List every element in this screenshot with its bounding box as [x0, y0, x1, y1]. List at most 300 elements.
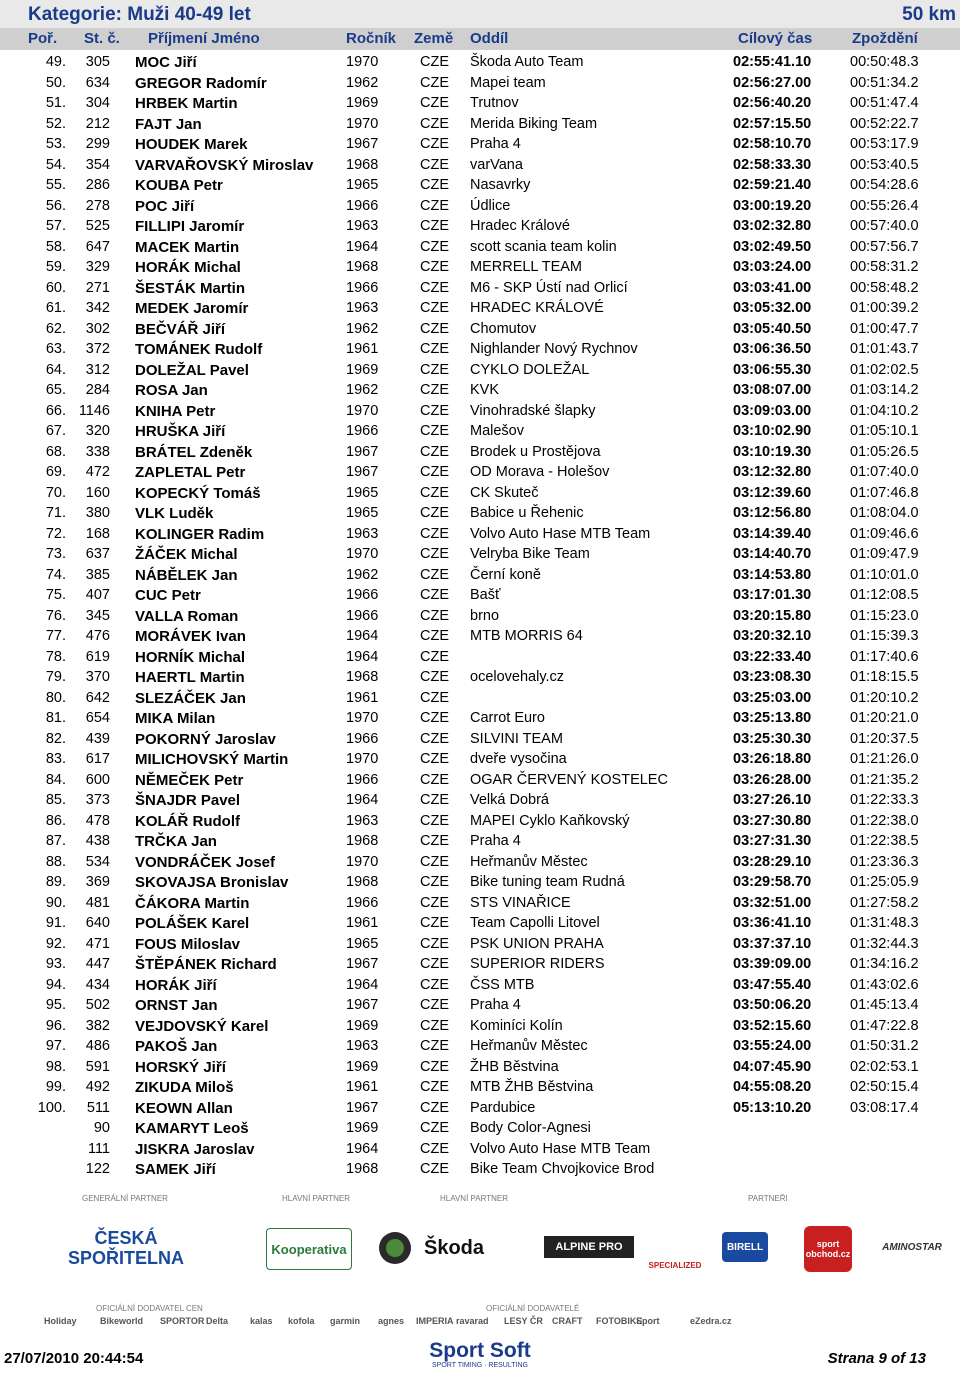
cell-delay: 01:20:10.2 [850, 689, 919, 706]
cell-st: 600 [85, 771, 110, 788]
table-row [0, 1077, 960, 1098]
cell-st: 320 [85, 423, 110, 439]
cell-club: brno [470, 607, 500, 624]
cell-st: 372 [85, 341, 110, 357]
table-row [0, 565, 960, 586]
cell-country: CZE [420, 853, 449, 870]
cell-country: CZE [420, 525, 449, 542]
cell-rank: 61. [45, 300, 66, 316]
table-row [0, 503, 960, 524]
cell-year: 1969 [346, 95, 379, 111]
cell-name: ŠESTÁK Martin [135, 279, 246, 297]
kooperativa-logo: Kooperativa [266, 1228, 352, 1270]
cell-club: Volvo Auto Hase MTB Team [470, 525, 651, 542]
cell-name: MIKA Milan [135, 710, 216, 727]
cell-delay: 01:22:38.0 [850, 812, 919, 829]
cell-year: 1968 [346, 874, 379, 890]
cell-club: Vinohradské šlapky [470, 402, 596, 419]
cell-time: 03:27:31.30 [733, 833, 812, 849]
cell-delay: 01:15:39.3 [850, 628, 919, 644]
column-header-row [0, 28, 960, 50]
cell-club: Hradec Králové [470, 218, 570, 234]
cell-country: CZE [420, 382, 449, 398]
cell-st: 284 [85, 382, 110, 398]
cell-year: 1966 [346, 587, 379, 603]
cell-name: CUC Petr [135, 587, 201, 604]
table-row [0, 585, 960, 606]
cell-country: CZE [420, 833, 449, 849]
table-row [0, 134, 960, 155]
col-finish-time: Cílový čas [738, 30, 813, 47]
cell-country: CZE [420, 1079, 449, 1095]
table-row [0, 995, 960, 1016]
cell-country: CZE [420, 1038, 449, 1054]
cell-rank: 70. [45, 484, 66, 501]
cell-delay: 01:45:13.4 [850, 997, 919, 1013]
cell-rank: 86. [45, 812, 66, 829]
cell-club: Údlice [470, 197, 511, 214]
cell-time: 03:27:30.80 [733, 812, 812, 829]
sportsoft-brand: Sport Soft [429, 1339, 531, 1362]
cell-club: ŽHB Běstvina [470, 1058, 559, 1075]
table-row [0, 442, 960, 463]
cell-country: CZE [420, 710, 449, 726]
cell-country: CZE [420, 689, 449, 706]
table-row [0, 852, 960, 873]
small-sponsor-logo: kofola [288, 1316, 315, 1326]
table-row [0, 647, 960, 668]
cell-name: POKORNÝ Jaroslav [135, 730, 276, 748]
cell-st: 302 [85, 320, 110, 337]
table-row [0, 893, 960, 914]
col-year: Ročník [346, 30, 397, 47]
cell-club: SUPERIOR RIDERS [470, 956, 605, 972]
cell-time: 03:37:37.10 [733, 935, 812, 952]
cell-time: 03:02:32.80 [733, 218, 812, 234]
table-row [0, 339, 960, 360]
cell-rank: 91. [45, 915, 66, 931]
small-sponsor-logo: ravarad [456, 1316, 489, 1326]
cell-club: CK Skuteč [470, 484, 539, 501]
table-row [0, 483, 960, 504]
birell-logo: BIRELL [722, 1232, 768, 1262]
cell-country: CZE [420, 812, 449, 829]
table-row [0, 729, 960, 750]
cell-club: dveře vysočina [470, 751, 567, 767]
cell-country: CZE [420, 320, 449, 337]
cell-club: Kominíci Kolín [470, 1017, 563, 1034]
cell-name: KOUBA Petr [135, 177, 223, 194]
table-row [0, 73, 960, 94]
cell-st: 338 [85, 443, 110, 460]
cell-name: ZIKUDA Miloš [135, 1079, 234, 1096]
cell-name: KNIHA Petr [135, 402, 216, 420]
cell-delay: 00:52:22.7 [850, 115, 919, 132]
cell-st: 271 [85, 279, 110, 296]
cell-rank: 51. [45, 95, 66, 111]
cell-delay: 01:00:39.2 [850, 300, 919, 316]
cell-delay: 00:57:56.7 [850, 238, 919, 255]
cell-delay: 00:50:48.3 [850, 54, 919, 70]
cell-name: SLEZÁČEK Jan [135, 689, 246, 707]
table-row [0, 667, 960, 688]
cell-club: Carrot Euro [470, 710, 545, 726]
cell-club: scott scania team kolin [470, 238, 617, 255]
cell-time: 03:12:39.60 [733, 484, 812, 501]
cell-country: CZE [420, 54, 449, 70]
cell-st: 168 [85, 525, 110, 542]
cell-year: 1970 [346, 115, 379, 132]
cell-rank: 73. [45, 546, 66, 562]
cell-delay: 01:02:02.5 [850, 361, 919, 378]
cell-st: 111 [87, 1140, 110, 1157]
cell-st: 478 [85, 812, 110, 829]
cell-rank: 53. [45, 136, 66, 152]
cell-country: CZE [420, 95, 449, 111]
cell-st: 329 [85, 259, 110, 275]
table-row [0, 1098, 960, 1119]
cell-st: 380 [85, 505, 110, 521]
cell-country: CZE [420, 259, 449, 275]
cell-country: CZE [420, 464, 449, 480]
cell-club: Praha 4 [470, 997, 521, 1013]
cell-rank: 52. [45, 115, 66, 132]
sportsoft-tagline: SPORT TIMING · RESULTING [432, 1362, 528, 1369]
col-name: Příjmení Jméno [148, 30, 260, 47]
cell-club: varVana [470, 156, 523, 173]
cell-st: 439 [85, 730, 110, 747]
cell-st: 1146 [78, 402, 110, 419]
cell-rank: 66. [45, 402, 66, 419]
cell-time: 03:06:36.50 [733, 341, 812, 357]
cell-time: 02:58:10.70 [733, 136, 812, 152]
cell-rank: 54. [45, 156, 66, 173]
cell-club: MERRELL TEAM [470, 259, 582, 275]
cell-rank: 50. [45, 74, 66, 91]
cell-country: CZE [420, 1017, 449, 1034]
table-row [0, 421, 960, 442]
cell-delay: 01:08:04.0 [850, 505, 919, 521]
cell-delay: 00:54:28.6 [850, 177, 919, 193]
small-sponsor-logo: Holiday [44, 1316, 77, 1326]
cell-rank: 98. [45, 1058, 66, 1075]
cell-country: CZE [420, 279, 449, 296]
cell-rank: 77. [45, 628, 66, 644]
cell-delay: 01:21:35.2 [850, 771, 919, 788]
cell-time: 03:06:55.30 [733, 361, 812, 378]
cell-rank: 49. [45, 54, 66, 70]
small-sponsor-logo: Bikeworld [100, 1316, 144, 1326]
cell-name: PAKOŠ Jan [135, 1038, 218, 1055]
cell-name: HORÁK Jiří [135, 976, 217, 994]
cell-club: Černí koně [470, 566, 541, 583]
cell-delay: 01:20:21.0 [850, 710, 919, 726]
table-row [0, 708, 960, 729]
cell-year: 1962 [346, 382, 379, 398]
cell-st: 382 [85, 1017, 110, 1034]
cell-st: 472 [85, 464, 110, 480]
cell-name: VLK Luděk [135, 505, 214, 522]
cell-delay: 01:17:40.6 [850, 648, 919, 665]
cell-country: CZE [420, 915, 449, 931]
table-row [0, 237, 960, 258]
cell-name: MORÁVEK Ivan [135, 628, 246, 645]
cell-club: Brodek u Prostějova [470, 443, 601, 460]
cell-time: 03:00:19.20 [733, 197, 812, 214]
cell-club: MTB MORRIS 64 [470, 628, 583, 644]
cell-country: CZE [420, 1140, 449, 1157]
cell-name: FILLIPI Jaromír [135, 218, 245, 235]
cell-country: CZE [420, 218, 449, 234]
cell-country: CZE [420, 361, 449, 378]
cell-year: 1967 [346, 956, 379, 972]
cell-year: 1961 [346, 915, 379, 931]
cell-name: DOLEŽAL Pavel [135, 361, 249, 379]
cell-time: 03:14:40.70 [733, 546, 812, 562]
cell-st: 370 [85, 669, 110, 685]
cell-year: 1963 [346, 218, 379, 234]
cell-country: CZE [420, 238, 449, 255]
table-row [0, 790, 960, 811]
table-row [0, 360, 960, 381]
cell-year: 1969 [346, 1120, 379, 1136]
cell-delay: 01:34:16.2 [850, 956, 919, 972]
cell-name: ROSA Jan [135, 382, 208, 399]
cell-club: Malešov [470, 423, 524, 439]
cell-time: 03:25:30.30 [733, 730, 812, 747]
cell-club: Velká Dobrá [470, 792, 549, 808]
sportsoft-logo [410, 1340, 550, 1374]
table-row [0, 688, 960, 709]
cell-rank: 95. [45, 997, 66, 1013]
small-sponsor-logo: Delta [206, 1316, 229, 1326]
cell-country: CZE [420, 402, 449, 419]
cell-name: HRBEK Martin [135, 95, 238, 112]
cell-rank: 83. [45, 751, 66, 767]
cell-st: 502 [85, 997, 110, 1013]
table-row [0, 524, 960, 545]
cell-country: CZE [420, 669, 449, 685]
cell-rank: 100. [37, 1099, 66, 1116]
cell-delay: 01:23:36.3 [850, 853, 919, 870]
cell-delay: 00:51:34.2 [850, 74, 919, 91]
cell-year: 1963 [346, 812, 379, 829]
cell-name: HORÁK Michal [135, 259, 241, 276]
cell-year: 1966 [346, 197, 379, 214]
cell-country: CZE [420, 74, 449, 91]
cell-st: 637 [85, 546, 110, 562]
cell-time: 02:55:41.10 [733, 54, 812, 70]
cell-year: 1966 [346, 607, 379, 624]
cell-delay: 01:05:26.5 [850, 443, 919, 460]
cell-st: 299 [85, 136, 110, 152]
print-timestamp: 27/07/2010 20:44:54 [4, 1350, 144, 1367]
cell-time: 03:10:19.30 [733, 443, 812, 460]
cell-name: VEJDOVSKÝ Karel [135, 1017, 269, 1035]
cell-country: CZE [420, 1161, 449, 1177]
cell-year: 1963 [346, 525, 379, 542]
table-row [0, 626, 960, 647]
logo-text: ČESKÁ SPOŘITELNA [67, 1228, 184, 1268]
cell-country: CZE [420, 300, 449, 316]
cell-time: 03:39:09.00 [733, 956, 812, 972]
cell-st: 304 [85, 95, 110, 111]
small-sponsor-logo: Sport [636, 1316, 660, 1326]
small-sponsor-logo: FOTOBIKE [596, 1316, 643, 1326]
cell-name: MOC Jiří [135, 54, 197, 71]
cell-year: 1967 [346, 464, 379, 480]
cell-st: 486 [85, 1038, 110, 1054]
cell-country: CZE [420, 136, 449, 152]
cell-club: Praha 4 [470, 833, 521, 849]
cell-year: 1970 [346, 402, 379, 419]
cell-st: 305 [85, 54, 110, 70]
cell-country: CZE [420, 566, 449, 583]
cell-time: 03:12:32.80 [733, 464, 812, 480]
cell-time: 03:26:28.00 [733, 771, 812, 788]
cell-st: 647 [85, 238, 110, 255]
cell-delay: 01:50:31.2 [850, 1038, 919, 1054]
cell-name: HOUDEK Marek [135, 136, 248, 153]
cell-year: 1962 [346, 74, 379, 91]
cell-name: ŽÁČEK Michal [135, 546, 238, 563]
cell-rank: 88. [45, 853, 66, 870]
table-row [0, 1057, 960, 1078]
cell-club: Nighlander Nový Rychnov [470, 341, 638, 357]
table-row [0, 52, 960, 73]
cell-st: 654 [85, 710, 110, 726]
cell-delay: 01:22:38.5 [850, 833, 919, 849]
table-row [0, 749, 960, 770]
cell-rank: 99. [45, 1079, 66, 1095]
cell-time: 03:26:18.80 [733, 751, 812, 767]
cell-delay: 01:18:15.5 [850, 669, 919, 685]
cell-club: Trutnov [470, 95, 519, 111]
ceska-sporitelna-logo [56, 1222, 196, 1274]
cell-country: CZE [420, 115, 449, 132]
table-row [0, 1036, 960, 1057]
cell-country: CZE [420, 792, 449, 808]
cell-club: Chomutov [470, 320, 537, 337]
cell-name: BEČVÁŘ Jiří [135, 320, 226, 338]
cell-time: 03:14:53.80 [733, 566, 812, 583]
cell-delay: 01:31:48.3 [850, 915, 919, 931]
cell-time: 03:17:01.30 [733, 587, 812, 603]
cell-country: CZE [420, 587, 449, 603]
cell-name: BRÁTEL Zdeněk [135, 443, 253, 461]
cell-delay: 01:09:46.6 [850, 525, 919, 542]
cell-delay: 01:32:44.3 [850, 935, 919, 952]
cell-delay: 00:53:40.5 [850, 156, 919, 173]
cell-st: 278 [85, 197, 110, 214]
cell-year: 1965 [346, 484, 379, 501]
cell-rank: 56. [45, 197, 66, 214]
table-row [0, 196, 960, 217]
cell-time: 05:13:10.20 [733, 1099, 812, 1116]
cell-time: 02:59:21.40 [733, 177, 812, 193]
cell-delay: 00:58:31.2 [850, 259, 919, 275]
table-row [0, 216, 960, 237]
cell-delay: 00:58:48.2 [850, 279, 919, 296]
cell-year: 1968 [346, 669, 379, 685]
cell-rank: 72. [45, 525, 66, 542]
small-sponsor-logo: garmin [330, 1316, 361, 1326]
cell-year: 1970 [346, 710, 379, 726]
cell-delay: 00:53:17.9 [850, 136, 919, 152]
cell-club: Body Color-Agnesi [470, 1120, 591, 1136]
cell-delay: 01:01:43.7 [850, 341, 919, 357]
alpine-pro-logo: ALPINE PRO [544, 1236, 634, 1258]
cell-country: CZE [420, 628, 449, 644]
cell-year: 1964 [346, 976, 379, 993]
cell-time: 03:25:03.00 [733, 689, 812, 706]
cell-st: 354 [85, 156, 110, 173]
cell-time: 03:14:39.40 [733, 525, 812, 542]
cell-name: FOUS Miloslav [135, 935, 241, 953]
cell-time: 03:55:24.00 [733, 1038, 812, 1054]
table-row [0, 257, 960, 278]
table-row [0, 606, 960, 627]
cell-time: 03:25:13.80 [733, 710, 812, 726]
sport-obchod-logo: sport obchod.cz [804, 1226, 852, 1272]
cell-name: KEOWN Allan [135, 1099, 233, 1117]
cell-country: CZE [420, 1120, 449, 1136]
cell-year: 1970 [346, 853, 379, 870]
cell-delay: 01:20:37.5 [850, 730, 919, 747]
cell-st: 640 [85, 915, 110, 931]
cell-rank: 60. [45, 279, 66, 296]
cell-delay: 01:04:10.2 [850, 402, 919, 419]
cell-country: CZE [420, 771, 449, 788]
cell-rank: 89. [45, 874, 66, 890]
cell-name: KAMARYT Leoš [135, 1120, 249, 1137]
cell-time: 02:57:15.50 [733, 115, 812, 132]
cell-st: 434 [85, 976, 110, 993]
cell-rank: 69. [45, 464, 66, 480]
cell-year: 1963 [346, 300, 379, 316]
cell-name: POLÁŠEK Karel [135, 915, 250, 932]
cell-name: HRUŠKA Jiří [135, 423, 226, 440]
cell-st: 342 [85, 300, 110, 316]
cell-year: 1966 [346, 894, 379, 911]
cell-st: 619 [85, 648, 110, 665]
cell-club: KVK [470, 382, 500, 398]
cell-time: 03:20:15.80 [733, 607, 812, 624]
cell-club: ocelovehaly.cz [470, 669, 565, 685]
cell-st: 160 [85, 484, 110, 501]
cell-name: VALLA Roman [135, 607, 239, 625]
table-row [0, 913, 960, 934]
cell-delay: 01:07:46.8 [850, 484, 919, 501]
cell-st: 617 [85, 751, 110, 767]
table-row [0, 1159, 960, 1180]
cell-st: 345 [85, 607, 110, 624]
table-row [0, 319, 960, 340]
table-row [0, 175, 960, 196]
table-row [0, 298, 960, 319]
cell-st: 438 [85, 833, 110, 849]
cell-st: 534 [85, 853, 110, 870]
cell-club: ČSS MTB [470, 976, 535, 993]
table-row [0, 278, 960, 299]
cell-year: 1963 [346, 1038, 379, 1054]
cell-name: KOLÁŘ Rudolf [135, 812, 240, 830]
cell-country: CZE [420, 423, 449, 439]
cell-club: Team Capolli Litovel [470, 915, 600, 931]
cell-club: Heřmanův Městec [470, 853, 588, 870]
cell-club: HRADEC KRÁLOVÉ [470, 300, 604, 316]
col-country: Země [414, 30, 454, 47]
